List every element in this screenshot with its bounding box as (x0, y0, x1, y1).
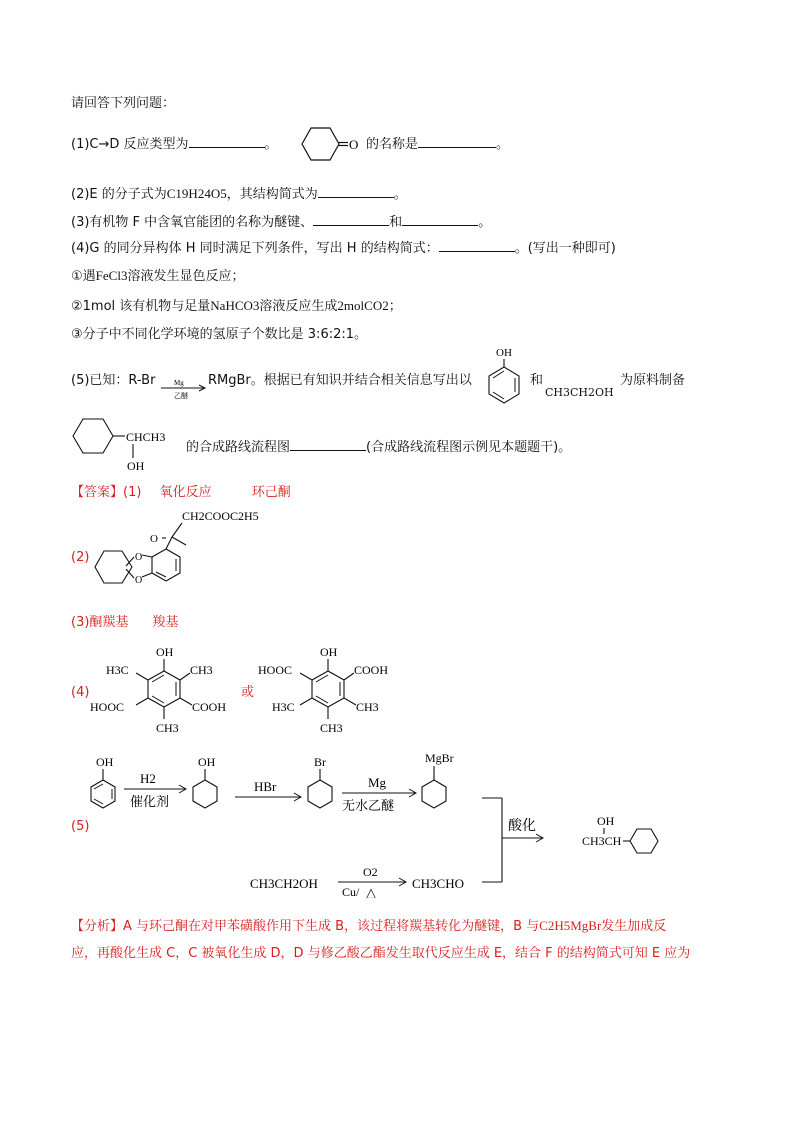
cond1-text-a: ①遇 (71, 269, 96, 284)
isomer-structure-2 (258, 643, 408, 738)
cyclohexanone-structure (290, 122, 360, 168)
ketone-o-label: O (349, 137, 359, 152)
q3-text-b: 和 (389, 215, 403, 230)
s1-cooh-label: COOH (192, 700, 227, 714)
answer-label: 【答案】 (71, 485, 124, 500)
question-3 (71, 213, 491, 232)
mg-label: Mg (174, 379, 184, 387)
a3-text: (3)酮羰基 (71, 615, 129, 630)
route-br: Br (314, 755, 326, 769)
q2-text-b: ，其结构简式为 (226, 187, 318, 202)
q2-formula: C19H24O5 (166, 186, 227, 201)
route-ethanol: CH3CH2OH (250, 876, 318, 891)
s1-h3c-label: H3C (106, 663, 129, 677)
mg-arrow (160, 376, 210, 400)
step1-catalyst: 催化剂 (130, 795, 170, 810)
step1-h2: H2 (140, 771, 156, 786)
analysis-line-1 (71, 917, 666, 936)
q3-blank-2 (402, 213, 478, 226)
step3-mg: Mg (368, 775, 387, 790)
route-phenol-oh: OH (96, 755, 114, 769)
s1-hooc-label: HOOC (90, 700, 125, 714)
a1-num: (1) (123, 485, 142, 500)
q3-text-c: 。 (478, 215, 492, 230)
step-heat: △ (366, 885, 376, 898)
q1-text-a: (1)C→D 反应类型为 (71, 137, 189, 152)
target-structure (70, 414, 185, 476)
q1-text-c: 的名称是 (366, 137, 419, 152)
target-chch3-label: CHCH3 (126, 430, 166, 444)
answer-3 (71, 614, 178, 632)
condition-3: ③分子中不同化学环境的氢原子个数比是 3:6:2:1。 (71, 327, 368, 342)
cond2-text-a: ②1mol 该有机物与足量 (71, 299, 211, 314)
s2-ch3-bottom-label: CH3 (320, 721, 343, 735)
q5-text-e: 的合成路线流程图 (186, 440, 291, 455)
s1-ch3-right-label: CH3 (190, 663, 213, 677)
q5-prepare: 为原料制备 (620, 373, 686, 388)
analysis-line-2: 应，再酸化生成 C，C 被氧化生成 D，D 与修乙酸乙酯发生取代反应生成 E，结合 F 的结构简式可知 E 应为 (71, 946, 691, 961)
question-5-e (186, 438, 571, 457)
a1-type: 氧化反应 (159, 485, 212, 500)
a1-name: 环己酮 (251, 485, 291, 500)
cond1-reagent: FeCl3 (95, 268, 128, 283)
cond2-text-c: ； (388, 299, 402, 314)
cond2-text-b: 溶液反应生成 (259, 299, 338, 314)
step-o2: O2 (363, 865, 378, 879)
q1-text-d: 。 (496, 137, 510, 152)
s1-oh-label: OH (156, 645, 174, 659)
a4-or: 或 (241, 685, 255, 700)
e-ketone-o-label: O (150, 533, 158, 545)
question-2 (71, 185, 407, 204)
phenol-oh-label: OH (496, 347, 512, 359)
q4-text-b: 。(写出一种即可) (514, 241, 616, 256)
analysis-grignard: C2H5MgBr (539, 918, 602, 933)
condition-2 (71, 297, 402, 316)
q5-blank (290, 438, 366, 451)
cond2-product: 2molCO2 (337, 298, 389, 313)
q4-blank (439, 239, 515, 252)
step3-ether: 无水乙醚 (342, 799, 395, 814)
step2-hbr: HBr (254, 779, 277, 794)
target-oh-label: OH (127, 459, 145, 473)
question-5-a: (5)已知：R-Br (71, 373, 156, 388)
step-acidify: 酸化 (508, 818, 536, 834)
question-4 (71, 239, 616, 258)
q5-text-f: (合成路线流程图示例见本题题干)。 (366, 440, 572, 455)
q1-blank-2 (418, 135, 496, 148)
s2-ch3-right-label: CH3 (356, 700, 379, 714)
q1-blank-1 (189, 135, 265, 148)
analysis-text-b: 发生加成反 (601, 919, 667, 934)
q2-text-a: (2)E 的分子式为 (71, 187, 167, 202)
q5-and: 和 (530, 373, 544, 388)
q1-text-b: 。 (264, 137, 278, 152)
q2-blank (318, 185, 394, 198)
route-mgbr: MgBr (425, 751, 454, 765)
step-cu: Cu/ (342, 885, 360, 898)
analysis-label: 【分析】 (71, 919, 124, 934)
e-ether-o2-label: O (135, 575, 143, 586)
phenol-structure (484, 343, 530, 413)
a5-num: (5) (71, 819, 90, 834)
question-5-b: RMgBr。根据已有知识并结合相关信息写出以 (208, 373, 472, 388)
analysis-text-a: A 与环己酮在对甲苯磺酸作用下生成 B，该过程将羰基转化为醚键，B 与 (123, 919, 540, 934)
e-side-chain-label: CH2COOC2H5 (182, 509, 259, 523)
intro-text: 请回答下列问题： (71, 96, 176, 111)
s2-cooh-label: COOH (354, 663, 389, 677)
cond1-text-b: 溶液发生显色反应； (127, 269, 245, 284)
q4-text-a: (4)G 的同分异构体 H 同时满足下列条件，写出 H 的结构简式： (71, 241, 439, 256)
q2-text-c: 。 (393, 187, 407, 202)
a3-text-b: 羧基 (152, 615, 179, 630)
question-1-tail (366, 135, 509, 154)
q5-ethanol: CH3CH2OH (545, 386, 614, 399)
route-acetaldehyde: CH3CHO (412, 876, 465, 891)
s2-oh-label: OH (320, 645, 338, 659)
s1-ch3-bottom-label: CH3 (156, 721, 179, 735)
q3-blank-1 (313, 213, 389, 226)
route-cyclohexanol-oh: OH (198, 755, 216, 769)
a4-num: (4) (71, 685, 90, 700)
cond2-reagent: NaHCO3 (210, 298, 260, 313)
product-oh: OH (597, 814, 615, 828)
compound-e-structure (92, 503, 292, 603)
condition-1 (71, 267, 244, 286)
isomer-structure-1 (88, 643, 248, 738)
ether-label: 乙醚 (174, 392, 188, 400)
q3-text-a: (3)有机物 F 中含氧官能团的名称为醚键、 (71, 215, 314, 230)
question-1 (71, 135, 278, 154)
s2-hooc-label: HOOC (258, 663, 293, 677)
a2-num: (2) (71, 550, 90, 565)
s2-h3c-label: H3C (272, 700, 295, 714)
product-ch3ch: CH3CH (582, 834, 622, 848)
answer-1 (71, 484, 291, 502)
e-ether-o1-label: O (135, 552, 143, 563)
synthesis-route (70, 748, 750, 898)
